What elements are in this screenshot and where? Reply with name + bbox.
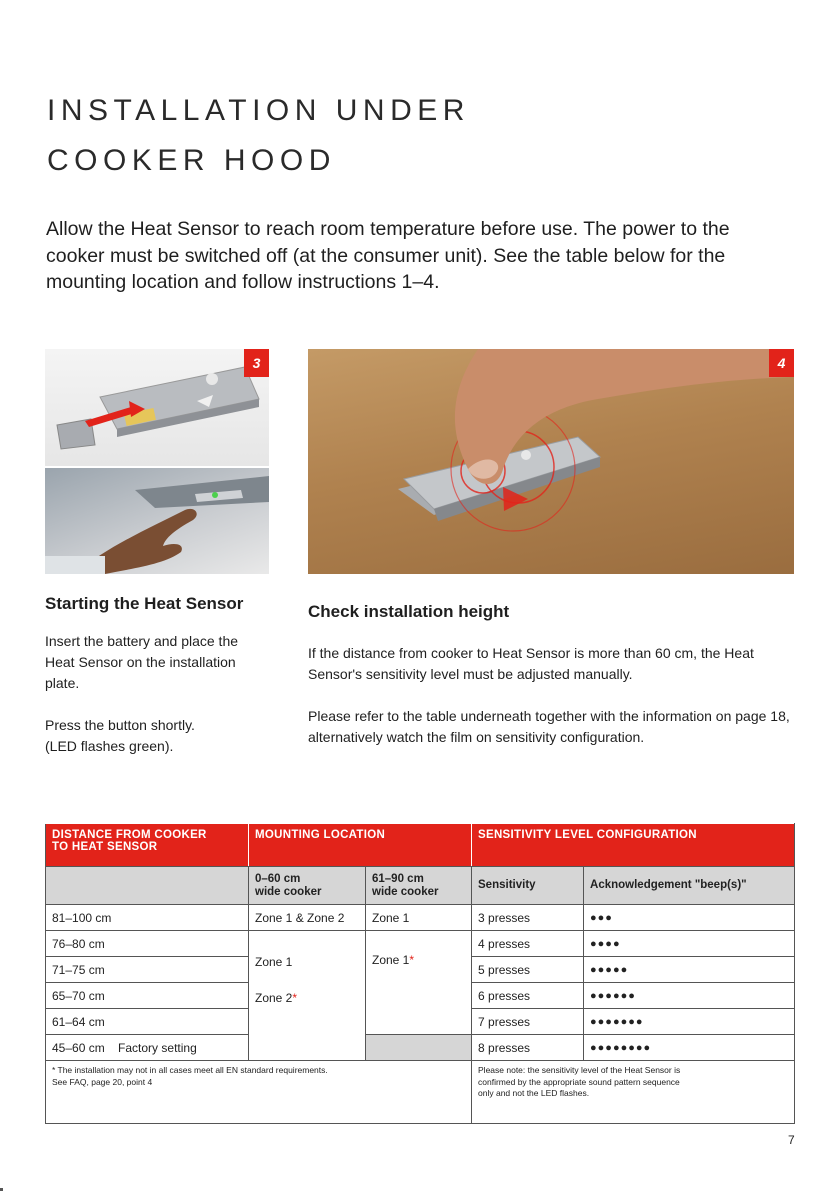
mounting-0-60-cell: Zone 1 & Zone 2 [249,905,366,931]
beeps-cell: ●●●●●●●● [584,1035,795,1061]
distance-cell: 65–70 cm [46,983,249,1009]
presses-cell: 5 presses [472,957,584,983]
subheader-0-60-wide: 0–60 cm wide cooker [249,867,366,905]
beeps-cell: ●●●●●●● [584,1009,795,1035]
step-3-paragraph-2b: (LED flashes green). [45,738,174,754]
step-3-paragraph-2a: Press the button shortly. [45,717,195,733]
button-press-image [45,468,269,574]
beeps-cell: ●●●●● [584,957,795,983]
asterisk-mark: * [292,991,298,1005]
factory-setting-label: Factory setting [118,1040,197,1055]
header-distance: DISTANCE FROM COOKER TO HEAT SENSOR [46,824,249,867]
table-subheader-row [46,867,795,905]
distance-cell: 71–75 cm [46,957,249,983]
step-4-text [308,643,792,769]
distance-cell: 45–60 cm Factory setting [46,1035,249,1061]
corner-mark [0,1188,3,1191]
page-title [47,86,470,186]
battery-insertion-image [45,349,269,466]
zone-2-label: Zone 2 [255,991,293,1005]
beeps-cell: ●●● [584,905,795,931]
presses-cell: 8 presses [472,1035,584,1061]
step-4-paragraph-2: Please refer to the table underneath together with the information on page 18, alternatively watch the film on sensitivity configuration. [308,708,790,745]
height-check-illustration [308,349,794,574]
step-3-badge: 3 [244,349,269,377]
intro-paragraph: Allow the Heat Sensor to reach room temperature before use. The power to the cooker must be switched off (at the consumer unit). See the table below for the mounting location and follow instructions 1–4. [46,218,730,293]
subheader-sensitivity: Sensitivity [472,867,584,905]
step-3-heading: Starting the Heat Sensor [45,594,244,613]
battery-insertion-illustration [45,349,269,466]
footnote-left: * The installation may not in all cases meet all EN standard requirements. See FAQ, page 20, point 4 [46,1061,472,1124]
button-press-illustration [45,468,269,574]
height-check-image [308,349,794,574]
table-row [46,931,795,957]
step-4-paragraph-1: If the distance from cooker to Heat Sensor is more than 60 cm, the Heat Sensor's sensitivity level must be adjusted manually. [308,645,754,682]
zone-1-label: Zone 1 [255,955,293,969]
step-3-paragraph-1: Insert the battery and place the Heat Sensor on the installation plate. [45,633,239,691]
table-header-row [46,824,795,867]
page-number: 7 [788,1133,795,1147]
zone-1-label: Zone 1 [372,953,410,967]
subheader-blank [46,867,249,905]
step-3-text [45,631,270,757]
table-row [46,905,795,931]
mounting-0-60-group-cell [249,931,366,1061]
subheader-61-90-wide: 61–90 cm wide cooker [366,867,472,905]
distance-cell: 81–100 cm [46,905,249,931]
distance-cell: 61–64 cm [46,1009,249,1035]
step-4-badge: 4 [769,349,794,377]
presses-cell: 7 presses [472,1009,584,1035]
step-4-heading: Check installation height [308,602,510,621]
header-sensitivity-config: SENSITIVITY LEVEL CONFIGURATION [472,824,795,867]
presses-cell: 6 presses [472,983,584,1009]
subheader-acknowledgement: Acknowledgement "beep(s)" [584,867,795,905]
presses-cell: 3 presses [472,905,584,931]
beeps-cell: ●●●● [584,931,795,957]
empty-grey-cell [366,1035,472,1061]
footnote-right: Please note: the sensitivity level of the Heat Sensor is confirmed by the appropriate sound pattern sequence only and not the LED flashes. [472,1061,795,1124]
header-mounting-location: MOUNTING LOCATION [249,824,472,867]
title-line-2: COOKER HOOD [47,144,336,177]
mounting-61-90-group-cell [366,931,472,1035]
title-line-1: INSTALLATION UNDER [47,94,470,127]
asterisk-mark: * [409,953,415,967]
presses-cell: 4 presses [472,931,584,957]
distance-cell: 76–80 cm [46,931,249,957]
mounting-61-90-cell: Zone 1 [366,905,472,931]
table-row-factory-setting [46,1035,795,1061]
table-notes-row [46,1061,795,1124]
beeps-cell: ●●●●●● [584,983,795,1009]
sensitivity-config-table [45,823,795,1124]
